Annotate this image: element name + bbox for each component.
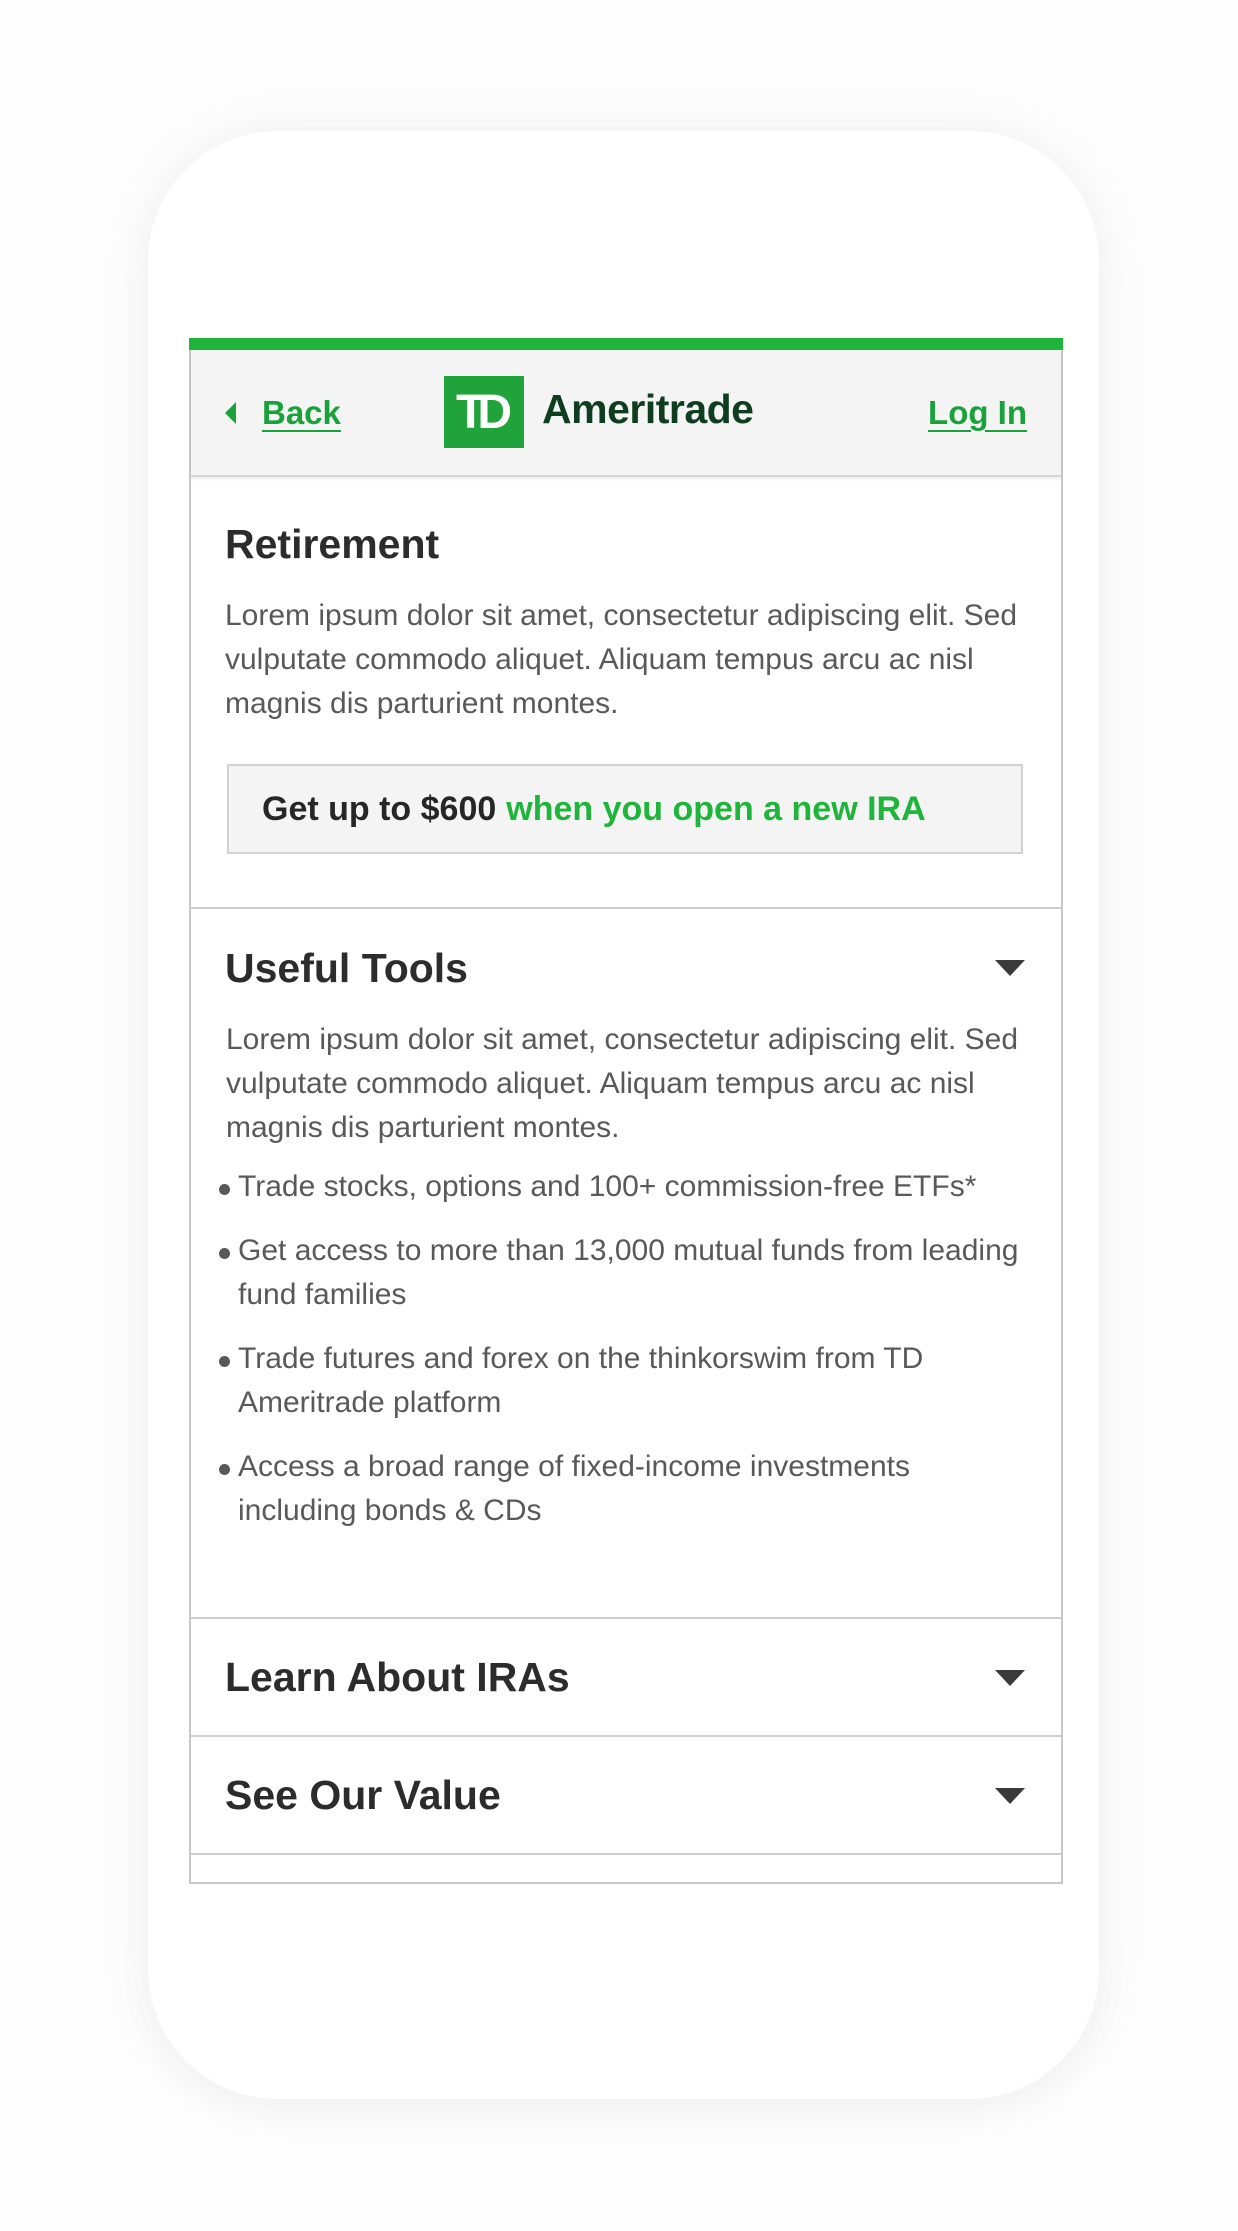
header-accent-bar — [189, 338, 1063, 350]
useful-tools-section — [191, 909, 1061, 1619]
useful-tools-title[interactable]: Useful Tools — [225, 945, 468, 991]
list-item: Access a broad range of fixed-income investments including bonds & CDs — [220, 1445, 1027, 1533]
promo-amount-text: Get up to $600 — [262, 789, 497, 828]
back-button[interactable] — [225, 350, 341, 475]
app-header — [191, 350, 1061, 477]
bullet-dot-icon — [219, 1464, 230, 1475]
bullet-dot-icon — [219, 1184, 230, 1195]
list-item: Trade stocks, options and 100+ commission-free ETFs* — [220, 1165, 1027, 1209]
ira-promo-banner[interactable] — [227, 764, 1023, 854]
retirement-section — [191, 477, 1061, 909]
bullet-dot-icon — [219, 1248, 230, 1259]
useful-tools-description: Lorem ipsum dolor sit amet, consectetur adipiscing elit. Sed vulputate commodo aliquet. Aliquam tempus arcu ac nisl magnis dis parturient montes. — [226, 1023, 1019, 1144]
logo-wordmark: Ameritrade — [542, 385, 754, 432]
log-in-link[interactable]: Log In — [928, 393, 1027, 431]
td-ameritrade-logo[interactable] — [444, 376, 753, 448]
caret-down-icon[interactable] — [995, 1788, 1025, 1804]
caret-down-icon[interactable] — [995, 960, 1025, 976]
learn-about-iras-title[interactable]: Learn About IRAs — [225, 1653, 570, 1700]
td-logo-mark: TD — [444, 376, 524, 448]
bullet-dot-icon — [219, 1356, 230, 1367]
back-label: Back — [262, 393, 341, 431]
learn-about-iras-accordion[interactable] — [191, 1619, 1061, 1737]
promo-link-text[interactable]: when you open a new IRA — [506, 789, 926, 828]
retirement-description: Lorem ipsum dolor sit amet, consectetur adipiscing elit. Sed vulputate commodo aliquet. Aliquam tempus arcu ac nisl magnis dis parturient montes. — [225, 599, 1018, 720]
caret-left-icon — [225, 402, 236, 424]
list-item: Get access to more than 13,000 mutual funds from leading fund families — [220, 1229, 1027, 1317]
mobile-screen — [189, 338, 1063, 1884]
caret-down-icon[interactable] — [995, 1670, 1025, 1686]
see-our-value-accordion[interactable] — [191, 1737, 1061, 1855]
tools-bullet-list — [225, 1165, 1027, 1533]
retirement-title: Retirement — [225, 521, 440, 567]
see-our-value-title[interactable]: See Our Value — [225, 1771, 501, 1818]
list-item: Trade futures and forex on the thinkorswim from TD Ameritrade platform — [220, 1337, 1027, 1425]
